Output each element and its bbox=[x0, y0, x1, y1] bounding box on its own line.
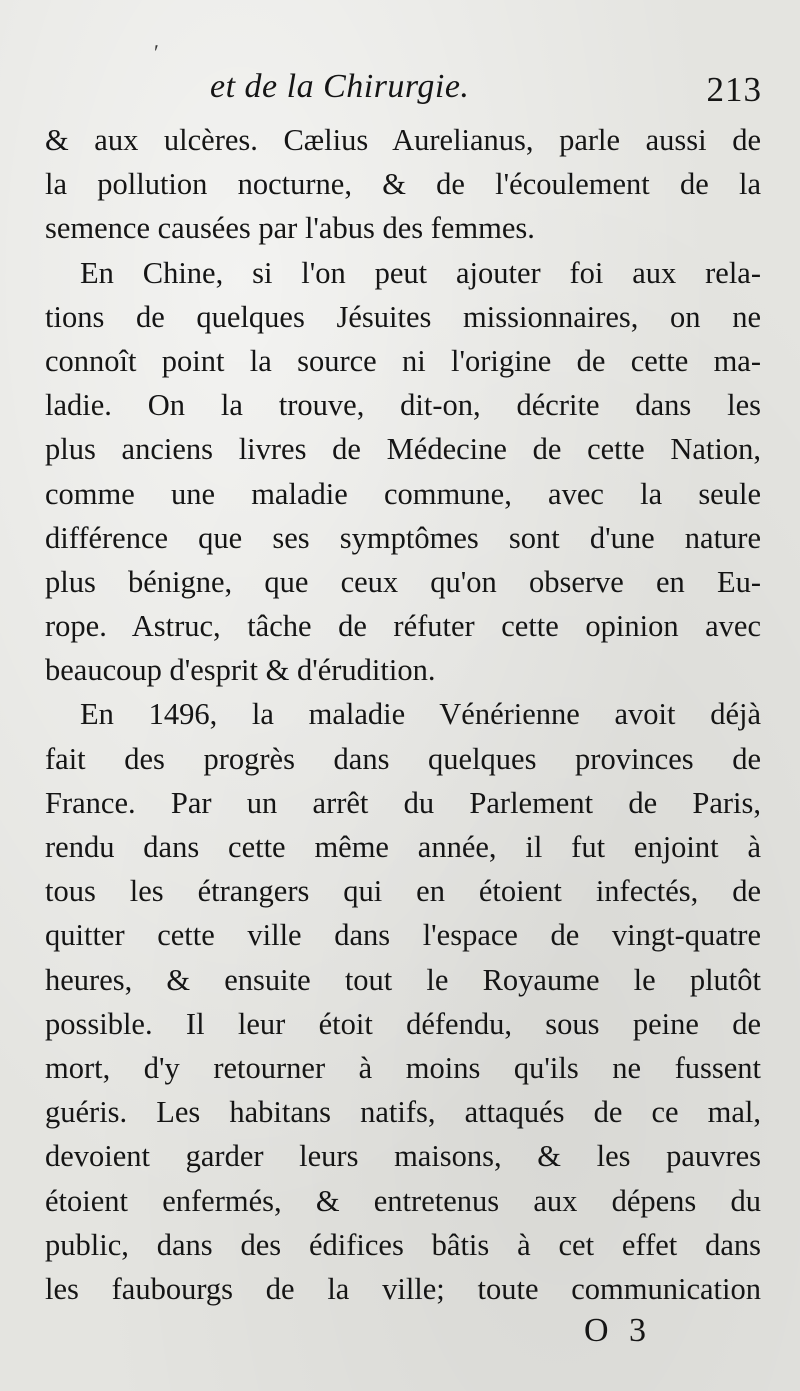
paragraph-first-line: En Chine, si l'on peut ajouter foi aux rela- bbox=[80, 255, 761, 290]
text-line: comme une maladie commune, avec la seule bbox=[45, 476, 761, 511]
body-text bbox=[45, 118, 761, 1311]
text-line: quitter cette ville dans l'espace de vingt-quatre bbox=[45, 918, 761, 953]
text-line: ladie. On la trouve, dit-on, décrite dans les bbox=[45, 388, 761, 423]
text-line: public, dans des édifices bâtis à cet effet dans bbox=[45, 1227, 761, 1262]
text-line: mort, d'y retourner à moins qu'ils ne fussent bbox=[45, 1050, 761, 1085]
running-head bbox=[45, 68, 762, 118]
text-line: la pollution nocturne, & de l'écoulement de la bbox=[45, 167, 761, 202]
text-line: possible. Il leur étoit défendu, sous peine de bbox=[45, 1006, 761, 1041]
text-line: plus bénigne, que ceux qu'on observe en Eu- bbox=[45, 564, 761, 599]
page-number: 213 bbox=[706, 70, 762, 109]
text-line: rendu dans cette même année, il fut enjoint à bbox=[45, 830, 761, 864]
text-line: fait des progrès dans quelques provinces de bbox=[45, 741, 761, 776]
text-line: tions de quelques Jésuites missionnaires, on ne bbox=[45, 299, 761, 334]
text-line: devoient garder leurs maisons, & les pauvres bbox=[45, 1139, 761, 1174]
text-line: semence causées par l'abus des femmes. bbox=[45, 211, 535, 246]
running-head-title: et de la Chirurgie. bbox=[210, 68, 470, 105]
text-line: tous les étrangers qui en étoient infectés, de bbox=[45, 874, 761, 909]
text-line: étoient enfermés, & entretenus aux dépens du bbox=[45, 1183, 761, 1218]
text-line: guéris. Les habitans natifs, attaqués de ce mal, bbox=[45, 1095, 761, 1130]
text-line: connoît point la source ni l'origine de cette ma- bbox=[45, 343, 761, 378]
signature-mark: O 3 bbox=[584, 1312, 653, 1349]
text-line: différence que ses symptômes sont d'une nature bbox=[45, 520, 761, 555]
paragraph-first-line: En 1496, la maladie Vénérienne avoit déjà bbox=[80, 697, 761, 732]
text-line: France. Par un arrêt du Parlement de Paris, bbox=[45, 785, 761, 820]
text-line: plus anciens livres de Médecine de cette Nation, bbox=[45, 432, 761, 467]
text-line: rope. Astruc, tâche de réfuter cette opinion avec bbox=[45, 609, 761, 644]
ink-mark: ʹ bbox=[154, 40, 159, 65]
text-line: & aux ulcères. Cælius Aurelianus, parle aussi de bbox=[45, 123, 761, 157]
text-line: heures, & ensuite tout le Royaume le plutôt bbox=[45, 962, 761, 997]
text-line: les faubourgs de la ville; toute communication bbox=[45, 1271, 761, 1306]
text-line: beaucoup d'esprit & d'érudition. bbox=[45, 653, 436, 688]
